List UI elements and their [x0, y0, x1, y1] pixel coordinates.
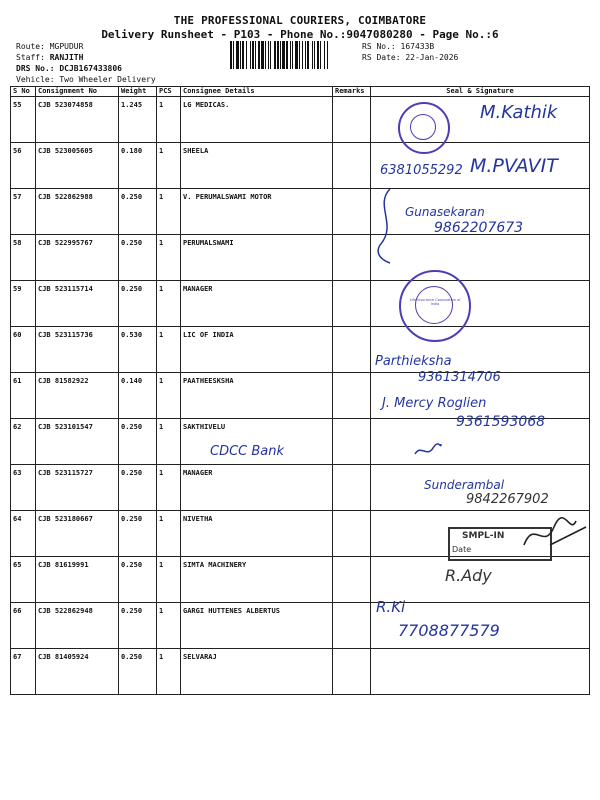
- remarks-cell: [333, 603, 371, 649]
- barcode-bar: [320, 41, 321, 69]
- sno-cell: 61: [11, 373, 36, 419]
- consignee-cell: GARGI HUTTENES ALBERTUS: [181, 603, 333, 649]
- runsheet-subtitle: Delivery Runsheet - P103 - Phone No.:9047080280 - Page No.:6: [101, 28, 499, 41]
- barcode-bar: [277, 41, 279, 69]
- consignment-cell: CJB 522862988: [36, 189, 119, 235]
- barcode-bar: [314, 41, 315, 69]
- consignment-cell: CJB 81619991: [36, 557, 119, 603]
- note-63: CDCC Bank: [210, 444, 285, 459]
- remarks-cell: [333, 373, 371, 419]
- consignee-cell: LG MEDICAS.: [181, 97, 333, 143]
- weight-cell: 0.250: [119, 649, 157, 695]
- phone-67: 7708877579: [398, 621, 500, 640]
- remarks-cell: [333, 649, 371, 695]
- table-row: [11, 557, 590, 603]
- sno-cell: 58: [11, 235, 36, 281]
- barcode: [230, 41, 358, 69]
- pcs-cell: 1: [157, 465, 181, 511]
- phone-56: 6381055292: [380, 163, 463, 178]
- vehicle-label: Vehicle: Two Wheeler Delivery: [16, 75, 156, 84]
- barcode-bar: [282, 41, 285, 69]
- pcs-cell: 1: [157, 557, 181, 603]
- consignee-cell: SHEELA: [181, 143, 333, 189]
- consignment-cell: CJB 523101547: [36, 419, 119, 465]
- stamp-seal-55: [398, 102, 450, 154]
- signature-55: M.Kathik: [480, 102, 558, 123]
- col-signature: Seal & Signature: [371, 87, 590, 97]
- barcode-bar: [302, 41, 303, 69]
- weight-cell: 0.250: [119, 603, 157, 649]
- barcode-bar: [317, 41, 319, 69]
- sno-cell: 56: [11, 143, 36, 189]
- col-sno: S No: [11, 87, 36, 97]
- phone-64: 9842267902: [466, 492, 549, 507]
- name-61: Parthieksha: [375, 354, 452, 369]
- consignment-cell: CJB 523115727: [36, 465, 119, 511]
- barcode-bar: [240, 41, 241, 69]
- signature-66: R.Ady: [445, 566, 492, 585]
- remarks-cell: [333, 235, 371, 281]
- drs-line: [16, 63, 156, 74]
- sno-cell: 57: [11, 189, 36, 235]
- consignment-cell: CJB 523074858: [36, 97, 119, 143]
- sno-cell: 65: [11, 557, 36, 603]
- barcode-bar: [305, 41, 306, 69]
- consignment-cell: CJB 81405924: [36, 649, 119, 695]
- barcode-bar: [286, 41, 288, 69]
- signature-65: [520, 515, 590, 555]
- weight-cell: 0.250: [119, 465, 157, 511]
- barcode-bar: [292, 41, 293, 69]
- stamp-smpl-date: Date: [452, 545, 472, 554]
- consignee-cell: V. PERUMALSWAMI MOTOR: [181, 189, 333, 235]
- signature-cell: [371, 649, 590, 695]
- barcode-bar: [252, 41, 254, 69]
- table-header-row: [11, 87, 590, 97]
- barcode-bar: [307, 41, 309, 69]
- barcode-bar: [280, 41, 281, 69]
- table-row: [11, 373, 590, 419]
- remarks-cell: [333, 465, 371, 511]
- stamp-lic: [399, 270, 471, 342]
- barcode-bar: [270, 41, 271, 69]
- barcode-bar: [258, 41, 260, 69]
- col-weight: Weight: [119, 87, 157, 97]
- weight-cell: 0.250: [119, 511, 157, 557]
- consignee-cell: MANAGER: [181, 465, 333, 511]
- pcs-cell: 1: [157, 327, 181, 373]
- consignee-cell: MANAGER: [181, 281, 333, 327]
- sno-cell: 55: [11, 97, 36, 143]
- weight-cell: 0.140: [119, 373, 157, 419]
- remarks-cell: [333, 281, 371, 327]
- consignment-cell: CJB 523115736: [36, 327, 119, 373]
- consignment-cell: CJB 522995767: [36, 235, 119, 281]
- phone-62: 9361593068: [456, 414, 546, 430]
- drs-number: DCJB167433806: [59, 64, 122, 73]
- meta-right: [362, 41, 458, 63]
- col-consignment: Consignment No: [36, 87, 119, 97]
- route-label: Route: MGPUDUR: [16, 42, 84, 51]
- pcs-cell: 1: [157, 235, 181, 281]
- weight-cell: 0.250: [119, 557, 157, 603]
- pcs-cell: 1: [157, 281, 181, 327]
- pcs-cell: 1: [157, 511, 181, 557]
- consignment-cell: CJB 81582922: [36, 373, 119, 419]
- bracket-mark-57: [370, 185, 400, 265]
- phone-58: 9862207673: [434, 220, 524, 236]
- remarks-cell: [333, 143, 371, 189]
- runsheet-table: [10, 86, 590, 695]
- name-62: J. Mercy Roglien: [382, 396, 487, 411]
- consignee-cell: NIVETHA: [181, 511, 333, 557]
- col-consignee: Consignee Details: [181, 87, 333, 97]
- table-row: [11, 235, 590, 281]
- pcs-cell: 1: [157, 97, 181, 143]
- sno-cell: 60: [11, 327, 36, 373]
- remarks-cell: [333, 511, 371, 557]
- weight-cell: 0.250: [119, 419, 157, 465]
- weight-cell: 1.245: [119, 97, 157, 143]
- runsheet-title: THE PROFESSIONAL COURIERS, COIMBATORE: [173, 14, 427, 27]
- barcode-bar: [295, 41, 298, 69]
- consignment-cell: CJB 523115714: [36, 281, 119, 327]
- remarks-cell: [333, 327, 371, 373]
- remarks-cell: [333, 419, 371, 465]
- weight-cell: 0.250: [119, 189, 157, 235]
- consignment-cell: CJB 523180667: [36, 511, 119, 557]
- col-pcs: PCS: [157, 87, 181, 97]
- pcs-cell: 1: [157, 189, 181, 235]
- barcode-bar: [236, 41, 239, 69]
- barcode-bar: [246, 41, 247, 69]
- consignment-cell: CJB 523005605: [36, 143, 119, 189]
- consignee-cell: LIC OF INDIA: [181, 327, 333, 373]
- barcode-bar: [230, 41, 232, 69]
- signature-56: M.PVAVIT: [470, 155, 558, 177]
- barcode-bar: [265, 41, 266, 69]
- consignee-cell: SELVARAJ: [181, 649, 333, 695]
- pcs-cell: 1: [157, 373, 181, 419]
- barcode-bar: [274, 41, 276, 69]
- barcode-bar: [290, 41, 291, 69]
- consignee-cell: PAATHEESKSHA: [181, 373, 333, 419]
- signature-67: R.Ki: [376, 598, 406, 616]
- staff-label: Staff:: [16, 53, 50, 62]
- sno-cell: 59: [11, 281, 36, 327]
- barcode-bar: [255, 41, 256, 69]
- staff-line: [16, 52, 156, 63]
- stamp-smpl-name: SMPL-IN: [462, 531, 505, 541]
- table-row: [11, 649, 590, 695]
- consignee-cell: PERUMALSWAMI: [181, 235, 333, 281]
- sno-cell: 63: [11, 465, 36, 511]
- barcode-bar: [233, 41, 234, 69]
- col-remarks: Remarks: [333, 87, 371, 97]
- meta-left: [16, 41, 156, 85]
- sno-cell: 67: [11, 649, 36, 695]
- barcode-bar: [299, 41, 300, 69]
- pcs-cell: 1: [157, 419, 181, 465]
- barcode-bar: [250, 41, 251, 69]
- barcode-bar: [268, 41, 269, 69]
- barcode-bar: [261, 41, 264, 69]
- phone-61: 9361314706: [418, 370, 501, 385]
- remarks-cell: [333, 189, 371, 235]
- consignee-cell: SIMTA MACHINERY: [181, 557, 333, 603]
- remarks-cell: [333, 97, 371, 143]
- weight-cell: 0.250: [119, 235, 157, 281]
- signature-cell: [371, 235, 590, 281]
- name-58: Gunasekaran: [405, 205, 485, 219]
- remarks-cell: [333, 557, 371, 603]
- barcode-bar: [312, 41, 313, 69]
- consignee-cell: SAKTHIVELU: [181, 419, 333, 465]
- name-64: Sunderambal: [424, 478, 505, 492]
- stamp-lic-text: Life Insurance Corporation of India: [409, 298, 461, 306]
- barcode-bar: [324, 41, 325, 69]
- table-row: [11, 327, 590, 373]
- rs-number: RS No.: 167433B: [362, 42, 435, 51]
- consignment-cell: CJB 522862948: [36, 603, 119, 649]
- table-row: [11, 603, 590, 649]
- sno-cell: 62: [11, 419, 36, 465]
- table-row: [11, 281, 590, 327]
- pcs-cell: 1: [157, 649, 181, 695]
- sno-cell: 64: [11, 511, 36, 557]
- scribble-63: [413, 440, 443, 460]
- pcs-cell: 1: [157, 143, 181, 189]
- weight-cell: 0.530: [119, 327, 157, 373]
- weight-cell: 0.180: [119, 143, 157, 189]
- weight-cell: 0.250: [119, 281, 157, 327]
- drs-label: DRS No.:: [16, 64, 60, 73]
- sno-cell: 66: [11, 603, 36, 649]
- barcode-bar: [242, 41, 244, 69]
- barcode-bar: [327, 41, 328, 69]
- rs-date: RS Date: 22-Jan-2026: [362, 53, 459, 62]
- pcs-cell: 1: [157, 603, 181, 649]
- staff-name: RANJITH: [49, 53, 84, 62]
